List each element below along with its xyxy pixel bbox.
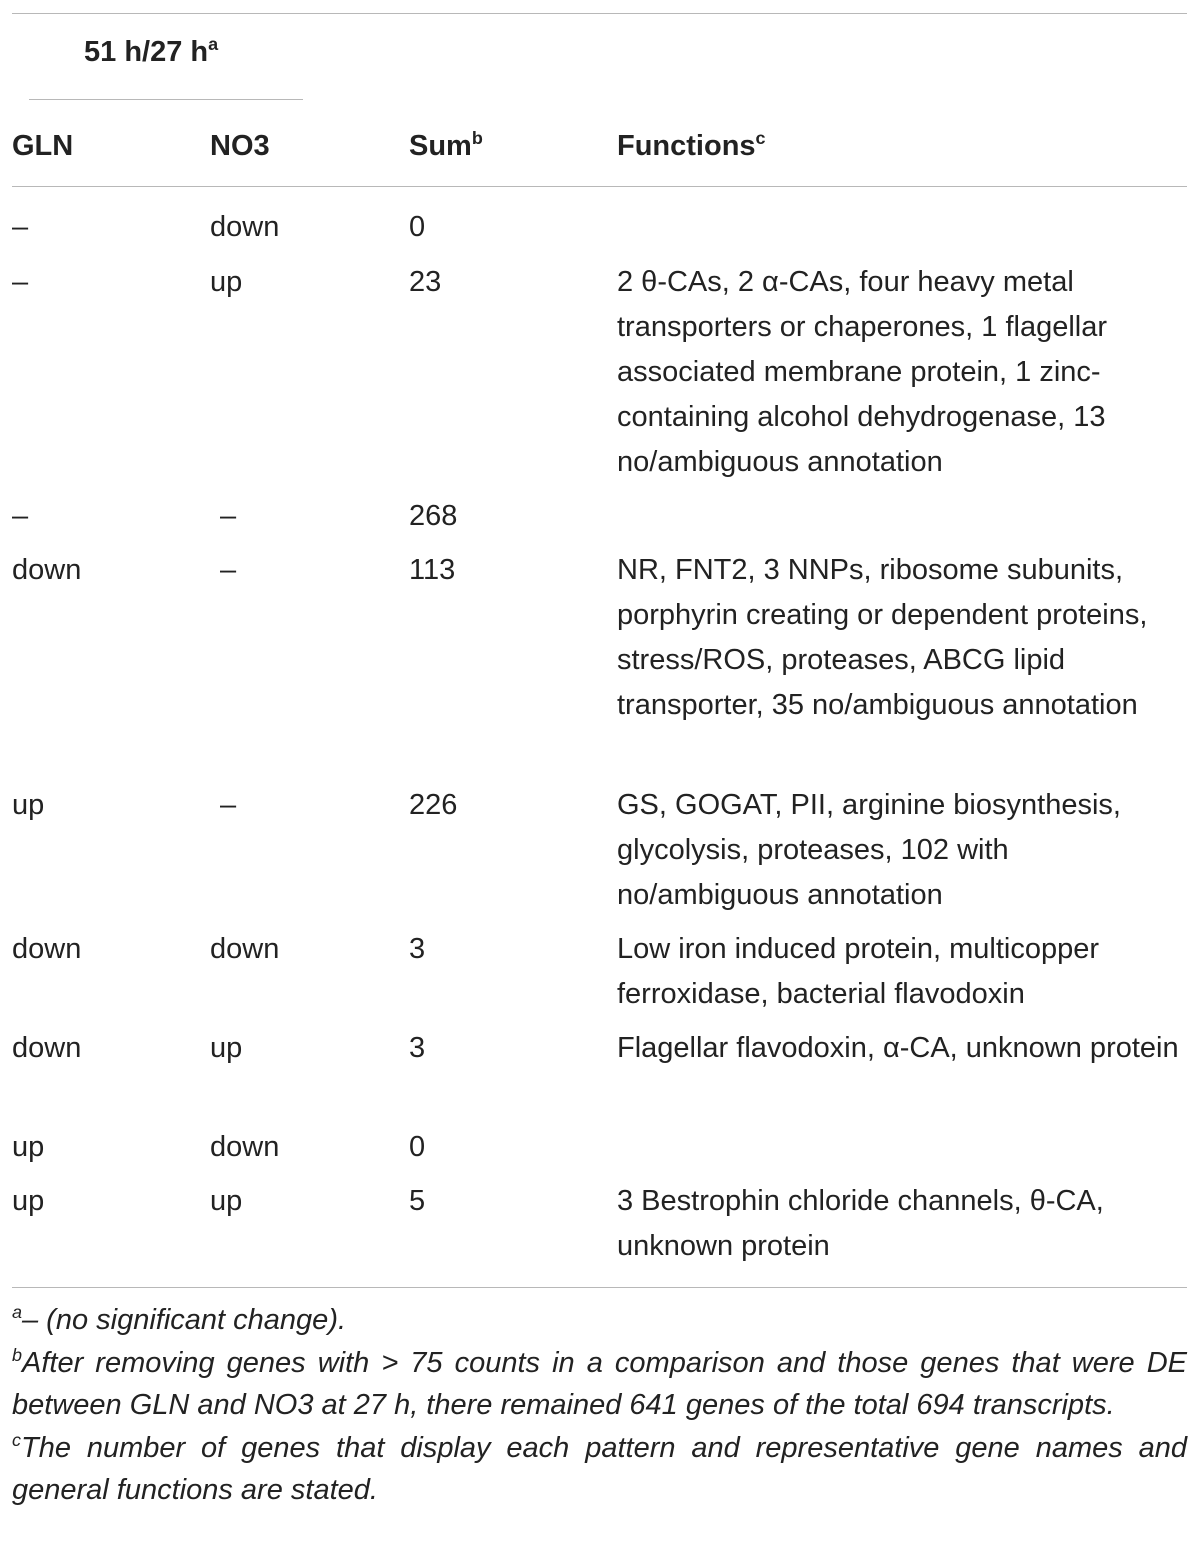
cell-no3: down <box>210 1131 280 1163</box>
cell-sum: 23 <box>409 266 442 298</box>
cell-gln: down <box>12 1032 82 1064</box>
cell-functions: NR, FNT2, 3 NNPs, ribosome subunits, porphyrin creating or dependent proteins, stress/ROS, proteases, ABCG lipid transporter, 35 no/ambiguous annotation <box>617 554 1148 721</box>
group-header-rule <box>29 99 303 100</box>
footnote-b-text: After removing genes with > 75 counts in a comparison and those genes that were DE between GLN and NO3 at 27 h, there remained 641 genes of the total 694 transcripts. <box>12 1346 1187 1421</box>
footnote-c <box>12 1427 1187 1512</box>
cell-functions: Low iron induced protein, multicopper ferroxidase, bacterial flavodoxin <box>617 933 1099 1010</box>
column-header-sum-text: Sum <box>409 130 472 162</box>
cell-gln: up <box>12 1131 45 1163</box>
cell-sum: 113 <box>409 554 456 586</box>
group-header-text: 51 h/27 h <box>84 36 209 68</box>
table-top-rule <box>12 13 1187 14</box>
table-footnotes <box>12 1299 1187 1512</box>
cell-gln: down <box>12 933 82 965</box>
footnote-a-text: – (no significant change). <box>22 1304 347 1336</box>
footnote-a <box>12 1299 1187 1342</box>
cell-sum: 3 <box>409 1032 426 1064</box>
cell-sum: 3 <box>409 933 426 965</box>
column-header-functions <box>617 128 766 164</box>
footnote-b-mark: b <box>12 1344 22 1365</box>
column-header-no3: NO3 <box>210 130 270 162</box>
cell-no3: down <box>210 211 280 243</box>
table-header-rule <box>12 186 1187 187</box>
cell-gln: – <box>12 500 29 532</box>
cell-sum: 0 <box>409 1131 426 1163</box>
table-bottom-rule <box>12 1287 1187 1288</box>
cell-no3: – <box>220 789 237 821</box>
group-header <box>84 34 218 70</box>
column-header-functions-footnote-mark: c <box>755 128 766 149</box>
cell-no3: down <box>210 933 280 965</box>
cell-functions: 3 Bestrophin chloride channels, θ-CA, unknown protein <box>617 1185 1104 1262</box>
cell-gln: – <box>12 211 29 243</box>
cell-functions: Flagellar flavodoxin, α-CA, unknown protein <box>617 1032 1179 1064</box>
cell-gln: up <box>12 789 45 821</box>
footnote-c-mark: c <box>12 1429 21 1450</box>
footnote-c-text: The number of genes that display each pattern and representative gene names and general functions are stated. <box>12 1431 1187 1506</box>
cell-sum: 5 <box>409 1185 426 1217</box>
column-header-sum-footnote-mark: b <box>471 128 483 149</box>
column-header-sum <box>409 128 483 164</box>
cell-gln: up <box>12 1185 45 1217</box>
cell-functions: 2 θ-CAs, 2 α-CAs, four heavy metal transporters or chaperones, 1 flagellar associated membrane protein, 1 zinc-containing alcohol dehydrogenase, 13 no/ambiguous annotation <box>617 266 1108 478</box>
cell-gln: – <box>12 266 29 298</box>
cell-no3: – <box>220 500 237 532</box>
cell-functions: GS, GOGAT, PII, arginine biosynthesis, glycolysis, proteases, 102 with no/ambiguous annotation <box>617 789 1121 911</box>
cell-sum: 226 <box>409 789 458 821</box>
cell-no3: up <box>210 1185 243 1217</box>
cell-no3: – <box>220 554 237 586</box>
footnote-b <box>12 1342 1187 1427</box>
cell-sum: 0 <box>409 211 426 243</box>
cell-sum: 268 <box>409 500 458 532</box>
group-header-footnote-mark: a <box>208 34 219 55</box>
column-header-functions-text: Functions <box>617 130 756 162</box>
cell-no3: up <box>210 266 243 298</box>
cell-gln: down <box>12 554 82 586</box>
column-header-gln: GLN <box>12 130 74 162</box>
cell-no3: up <box>210 1032 243 1064</box>
footnote-a-mark: a <box>12 1302 22 1323</box>
